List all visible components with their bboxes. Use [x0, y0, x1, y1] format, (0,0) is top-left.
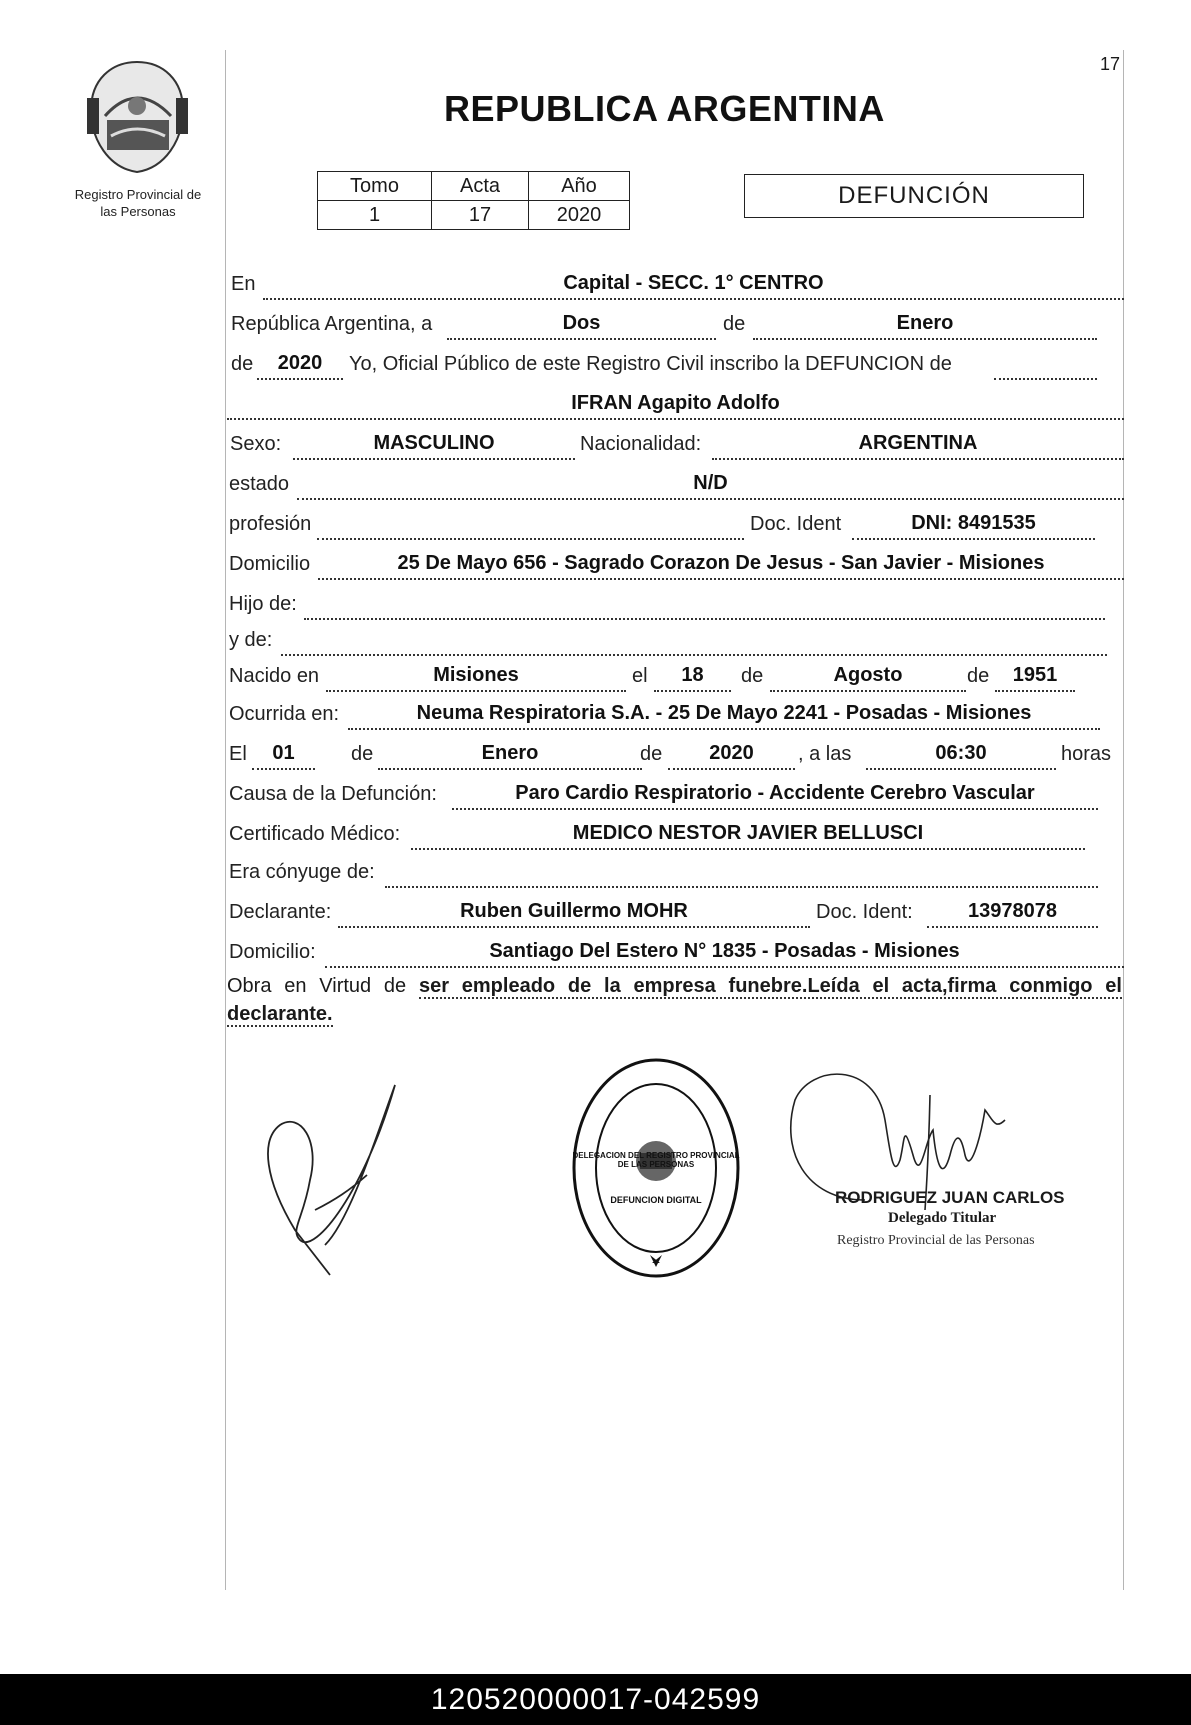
- causa-value: Paro Cardio Respiratorio - Accidente Cerebro Vascular: [515, 782, 1035, 804]
- sexo-label: Sexo:: [230, 433, 282, 455]
- row-domicilio: [229, 550, 1125, 580]
- row-sexo: [229, 430, 1125, 460]
- official-signature-org: Registro Provincial de las Personas: [837, 1233, 1035, 1248]
- nac-anio-field: [995, 660, 1075, 692]
- row-fecha-inscripcion: [229, 310, 1125, 340]
- nombre-field: [227, 388, 1124, 420]
- declarante-doc-field: [927, 896, 1098, 928]
- declarante-domicilio-field: [325, 936, 1124, 968]
- seal-inner-text: DEFUNCION DIGITAL: [610, 1195, 702, 1205]
- nac-anio-value: 1951: [1012, 664, 1058, 686]
- obra-value: ser empleado de la empresa funebre.Leída el acta,firma conmigo el declarante.: [227, 975, 1122, 1025]
- hijo-de-field: [304, 588, 1105, 620]
- doc-ident2-label: Doc. Ident:: [816, 901, 913, 923]
- nacionalidad-field: [712, 428, 1124, 460]
- acta-header: Acta: [432, 172, 529, 201]
- y-de-label: y de:: [229, 629, 273, 651]
- ocurrida-en-value: Neuma Respiratoria S.A. - 25 De Mayo 2241 - Posadas - Misiones: [416, 702, 1032, 724]
- def-mes-value: Enero: [481, 742, 539, 764]
- conyuge-field: [385, 856, 1098, 888]
- anio-header: Año: [529, 172, 630, 201]
- certificado-label: Certificado Médico:: [229, 823, 401, 845]
- declarante-label: Declarante:: [229, 901, 332, 923]
- anio-inscripcion-value: 2020: [277, 352, 323, 374]
- de-label-5: de: [351, 743, 374, 765]
- sexo-field: [293, 428, 575, 460]
- nacido-en-label: Nacido en: [229, 665, 320, 687]
- dia-inscripcion-value: Dos: [562, 312, 601, 334]
- de-label-3: de: [741, 665, 764, 687]
- de-label-4: de: [967, 665, 990, 687]
- row-en: [229, 270, 1125, 300]
- declarante-doc-value: 13978078: [968, 900, 1057, 922]
- ocurrida-en-label: Ocurrida en:: [229, 703, 340, 725]
- obra-paragraph: [227, 972, 1122, 1028]
- province-logo: [85, 58, 190, 176]
- domicilio-value: 25 De Mayo 656 - Sagrado Corazon De Jesus - San Javier - Misiones: [397, 552, 1045, 574]
- anio-inscripcion-field: [257, 348, 343, 380]
- row-declarante: [229, 898, 1125, 928]
- tomo-header: Tomo: [318, 172, 432, 201]
- nacido-en-value: Misiones: [433, 664, 519, 686]
- row-y-de: [229, 626, 1125, 656]
- row-conyuge: [229, 858, 1125, 888]
- def-anio-value: 2020: [709, 742, 754, 764]
- doc-value: DNI: 8491535: [911, 512, 1036, 534]
- domicilio-label: Domicilio: [229, 553, 311, 575]
- tomo-value: 1: [318, 201, 432, 230]
- page-title: REPUBLICA ARGENTINA: [444, 88, 885, 129]
- republica-label: República Argentina, a: [231, 313, 433, 335]
- nacionalidad-label: Nacionalidad:: [580, 433, 702, 455]
- de-label-2: de: [231, 353, 254, 375]
- acta-value: 17: [432, 201, 529, 230]
- def-mes-field: [378, 738, 642, 770]
- row-profesion: [229, 510, 1125, 540]
- dia-inscripcion-field: [447, 308, 716, 340]
- nac-dia-field: [654, 660, 731, 692]
- declarante-domicilio-value: Santiago Del Estero N° 1835 - Posadas - Misiones: [489, 940, 960, 962]
- conyuge-label: Era cónyuge de:: [229, 861, 375, 883]
- left-margin-rule: [225, 50, 226, 1590]
- row-nombre: [227, 390, 1125, 420]
- row-certificado: [229, 820, 1125, 850]
- declarante-value: Ruben Guillermo MOHR: [460, 900, 688, 922]
- registry-caption: [58, 186, 218, 220]
- certificado-value: MEDICO NESTOR JAVIER BELLUSCI: [572, 822, 924, 844]
- horas-label: horas: [1061, 743, 1112, 765]
- domicilio-field: [318, 548, 1124, 580]
- ocurrida-en-field: [348, 698, 1100, 730]
- hijo-de-label: Hijo de:: [229, 593, 297, 615]
- nac-dia-value: 18: [681, 664, 704, 686]
- registry-caption-line2: las Personas: [100, 204, 176, 219]
- profesion-field: [317, 508, 744, 540]
- barcode-strip: 120520000017-042599: [0, 1674, 1191, 1725]
- official-signature-role: Delegado Titular: [888, 1210, 997, 1226]
- page-number: 17: [1100, 54, 1121, 74]
- causa-field: [452, 778, 1098, 810]
- row-domicilio-declarante: [229, 938, 1125, 968]
- estado-label: estado: [229, 473, 290, 495]
- domicilio2-label: Domicilio:: [229, 941, 316, 963]
- doc-field: [852, 508, 1095, 540]
- obra-label: Obra en Virtud de: [227, 975, 407, 997]
- def-dia-value: 01: [272, 742, 295, 764]
- row-ocurrida: [229, 700, 1125, 730]
- nacionalidad-value: ARGENTINA: [858, 432, 978, 454]
- yo-oficial-label: Yo, Oficial Público de este Registro Civil inscribo la DEFUNCION de: [349, 353, 952, 375]
- en-label: En: [231, 273, 256, 295]
- profesion-label: profesión: [229, 513, 312, 535]
- el-cap-label: El: [229, 743, 247, 765]
- record-type-box: DEFUNCIÓN: [744, 174, 1084, 218]
- lugar-field: [263, 268, 1124, 300]
- nac-mes-value: Agosto: [833, 664, 903, 686]
- def-hora-field: [866, 738, 1056, 770]
- registry-caption-line1: Registro Provincial de: [74, 187, 202, 202]
- def-hora-value: 06:30: [935, 742, 987, 764]
- official-signature-name: RODRIGUEZ JUAN CARLOS: [835, 1188, 1065, 1207]
- de-label: de: [723, 313, 746, 335]
- tomo-acta-anio-table: [317, 171, 630, 230]
- el-label: el: [632, 665, 648, 687]
- row-fecha-defuncion: [229, 740, 1125, 770]
- a-las-label: , a las: [798, 743, 852, 765]
- mes-inscripcion-value: Enero: [896, 312, 954, 334]
- mes-inscripcion-field: [753, 308, 1097, 340]
- nombre-value: IFRAN Agapito Adolfo: [571, 392, 780, 414]
- declarante-field: [338, 896, 810, 928]
- estado-value: N/D: [693, 472, 728, 494]
- def-anio-field: [668, 738, 795, 770]
- causa-label: Causa de la Defunción:: [229, 783, 437, 805]
- de-label-6: de: [640, 743, 663, 765]
- certificado-field: [411, 818, 1085, 850]
- nac-mes-field: [770, 660, 966, 692]
- anio-value: 2020: [529, 201, 630, 230]
- declarante-signature: [255, 1080, 405, 1280]
- defuncion-de-field: [994, 348, 1097, 380]
- seal-outer-text: DELEGACION DEL REGISTRO PROVINCIAL DE LAS PERSONAS: [572, 1151, 740, 1169]
- row-causa: [229, 780, 1125, 810]
- row-nacimiento: [229, 662, 1125, 692]
- official-seal: [570, 1055, 742, 1281]
- nacido-en-field: [326, 660, 626, 692]
- row-hijo-de: [229, 590, 1125, 620]
- lugar-value: Capital - SECC. 1° CENTRO: [563, 272, 824, 294]
- def-dia-field: [252, 738, 315, 770]
- doc-ident-label: Doc. Ident: [750, 513, 842, 535]
- estado-field: [297, 468, 1124, 500]
- y-de-field: [281, 624, 1107, 656]
- row-estado: [229, 470, 1125, 500]
- sexo-value: MASCULINO: [373, 432, 495, 454]
- row-anio-inscripcion: [229, 350, 1125, 380]
